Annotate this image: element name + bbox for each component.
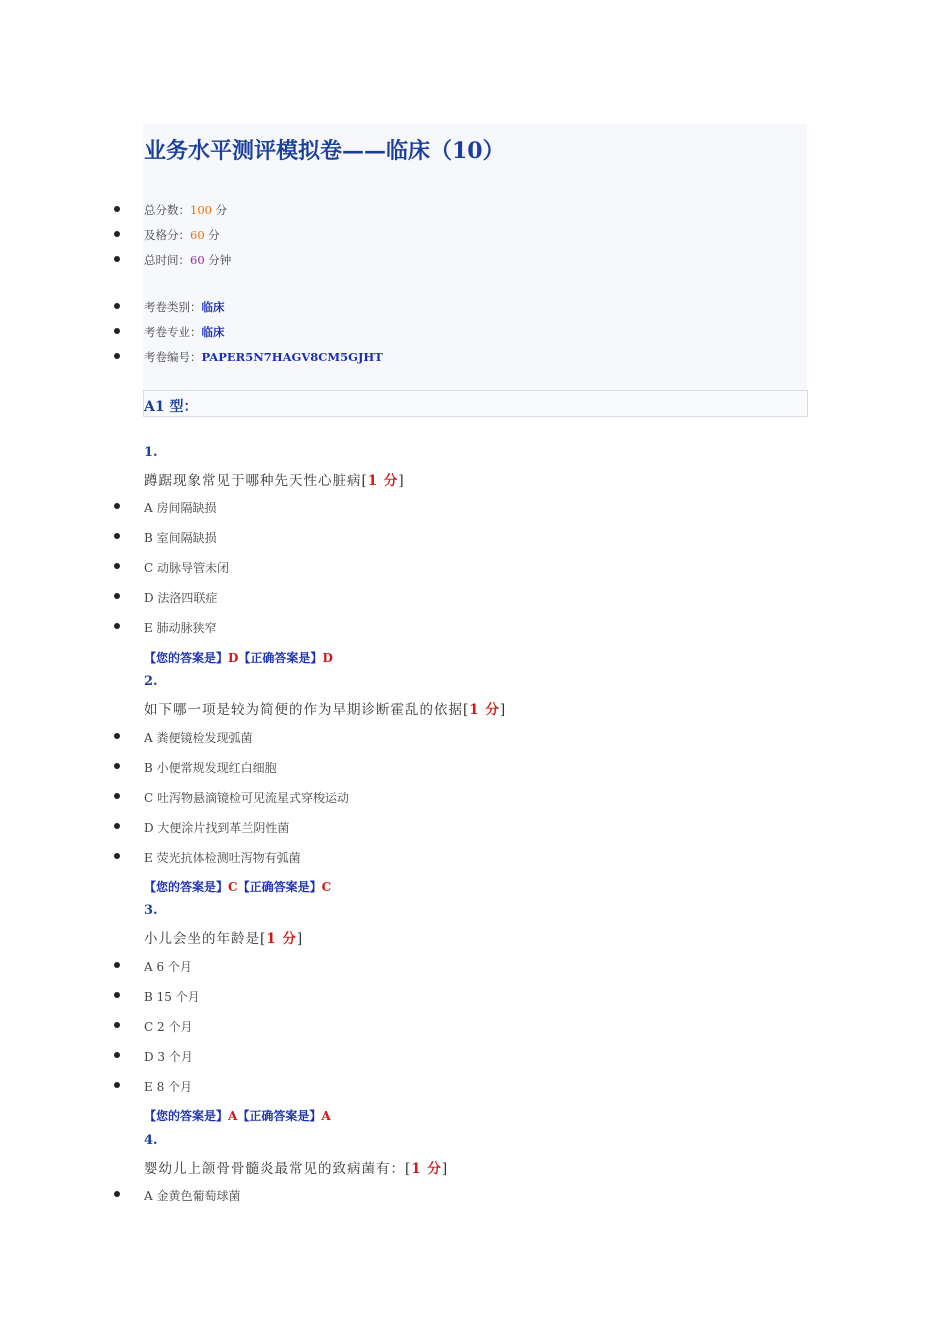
question-text: 小儿会坐的年龄是[1 分] [144,931,304,947]
question-text: 蹲踞现象常见于哪种先天性心脏病[1 分] [144,473,405,489]
bullet-icon [114,206,120,212]
option-c[interactable]: C 动脉导管未闭 [144,561,229,575]
option-a[interactable]: A 粪便镜检发现弧菌 [144,731,253,745]
bullet-icon [114,563,120,569]
question-number: 4. [144,1133,158,1148]
bullet-icon [114,733,120,739]
option-d[interactable]: D 3 个月 [144,1050,193,1064]
bullet-icon [114,231,120,237]
option-d[interactable]: D 法洛四联症 [144,591,218,605]
bullet-icon [114,503,120,509]
bullet-icon [114,1022,120,1028]
option-e[interactable]: E 荧光抗体检测吐泻物有弧菌 [144,851,301,865]
bullet-icon [114,353,120,359]
bullet-icon [114,992,120,998]
paper-id: 考卷编号：PAPER5N7HAGV8CM5GJHT [144,350,383,364]
bullet-icon [114,256,120,262]
option-c[interactable]: C 吐泻物悬滴镜检可见流星式穿梭运动 [144,791,349,805]
section-title: A1 型： [144,399,198,415]
option-b[interactable]: B 室间隔缺损 [144,531,217,545]
paper-category: 考卷类别：临床 [144,300,225,314]
question-text: 如下哪一项是较为简便的作为早期诊断霍乱的依据[1 分] [144,702,507,718]
option-d[interactable]: D 大便涂片找到革兰阴性菌 [144,821,290,835]
option-a[interactable]: A 6 个月 [144,960,192,974]
bullet-icon [114,823,120,829]
bullet-icon [114,593,120,599]
option-e[interactable]: E 8 个月 [144,1080,193,1094]
bullet-icon [114,1191,120,1197]
question-number: 3. [144,903,158,918]
option-b[interactable]: B 15 个月 [144,990,200,1004]
section-header [143,390,808,417]
option-e[interactable]: E 肺动脉狭窄 [144,621,217,635]
question-number: 1. [144,445,158,460]
bullet-icon [114,1052,120,1058]
question-number: 2. [144,674,158,689]
option-c[interactable]: C 2 个月 [144,1020,193,1034]
bullet-icon [114,763,120,769]
bullet-icon [114,853,120,859]
pass-score: 及格分：60 分 [144,228,220,242]
answer-line: 【您的答案是】D【正确答案是】D [144,651,333,665]
bullet-icon [114,962,120,968]
bullet-icon [114,793,120,799]
answer-line: 【您的答案是】C【正确答案是】C [144,880,332,894]
bullet-icon [114,533,120,539]
question-text: 婴幼儿上颌骨骨髓炎最常见的致病菌有：[1 分] [144,1161,449,1177]
page-title: 业务水平测评模拟卷——临床（10） [144,138,505,164]
option-a[interactable]: A 房间隔缺损 [144,501,217,515]
bullet-icon [114,1082,120,1088]
total-score: 总分数：100 分 [144,203,228,217]
paper-specialty: 考卷专业：临床 [144,325,225,339]
bullet-icon [114,328,120,334]
bullet-icon [114,303,120,309]
option-a[interactable]: A 金黄色葡萄球菌 [144,1189,241,1203]
total-time: 总时间：60 分钟 [144,253,232,267]
bullet-icon [114,623,120,629]
option-b[interactable]: B 小便常规发现红白细胞 [144,761,277,775]
answer-line: 【您的答案是】A【正确答案是】A [144,1109,331,1123]
